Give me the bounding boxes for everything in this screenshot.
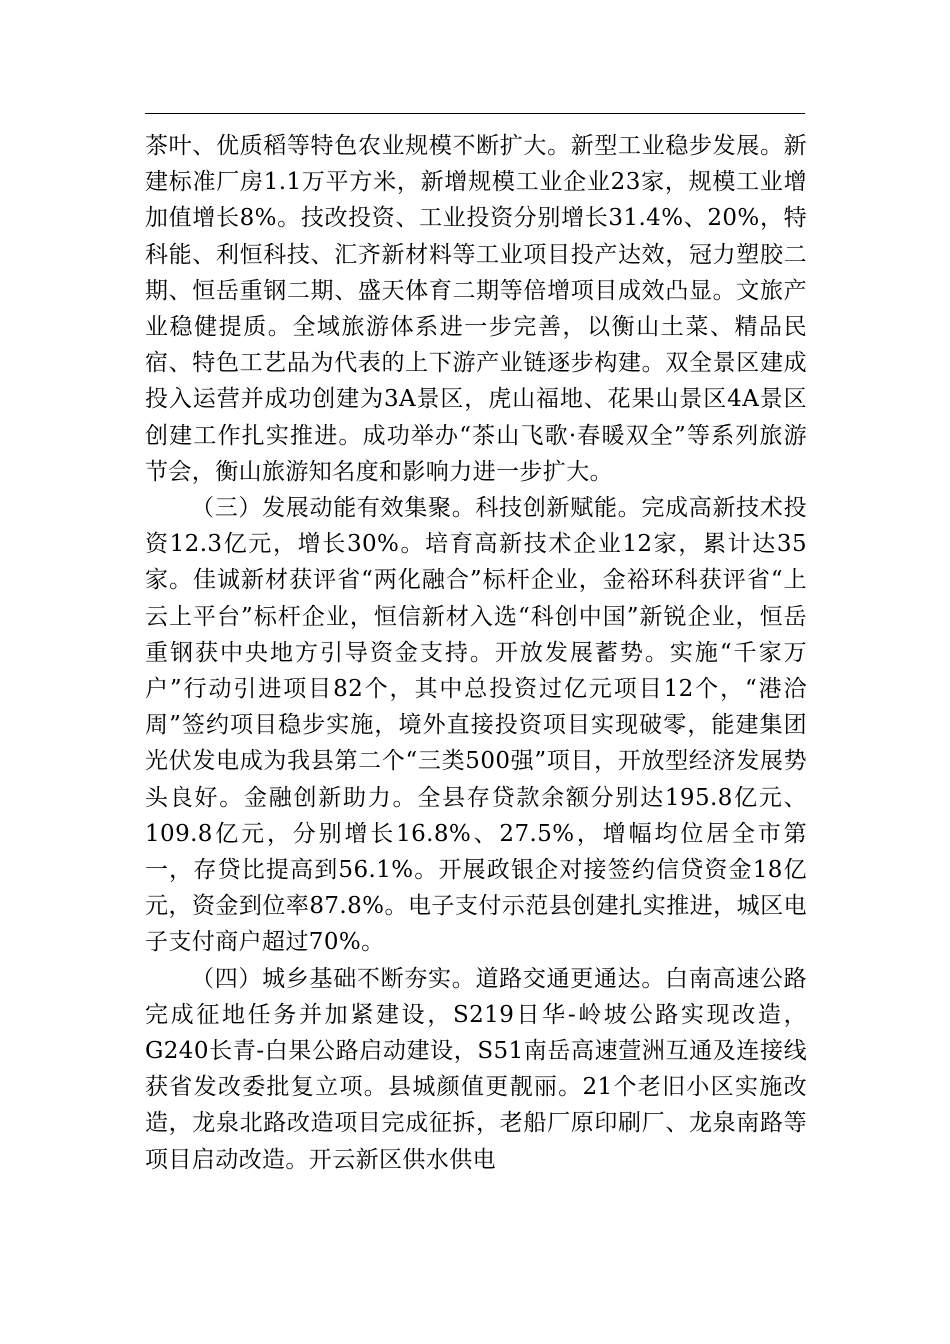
- header-rule: [145, 113, 805, 114]
- paragraph-infrastructure: [145, 961, 807, 1178]
- paragraph-text: 茶叶、优质稻等特色农业规模不断扩大。新型工业稳步发展。新建标准厂房1.1万平方米，新增规模工业企业23家，规模工业增加值增长8%。技改投资、工业投资分别增长31.4%、20%，特科能、利恒科技、汇齐新材料等工业项目投产达效，冠力塑胶二期、恒岳重钢二期、盛天体育二期等倍增项目成效凸显。文旅产业稳健提质。全域旅游体系进一步完善，以衡山土菜、精品民宿、特色工艺品为代表的上下游产业链逐步构建。双全景区建成投入运营并成功创建为3A景区，虎山福地、花果山景区4A景区创建工作扎实推进。成功举办“茶山飞歌·春暖双全”等系列旅游节会，衡山旅游知名度和影响力进一步扩大。: [145, 133, 807, 485]
- section-heading-four: （四）城乡基础不断夯实。: [191, 965, 476, 992]
- section-heading-three: （三）发展动能有效集聚。: [191, 495, 476, 522]
- paragraph-text: 道路交通更通达。白南高速公路完成征地任务并加紧建设，S219日华-岭坡公路实现改造，G240长青-白果公路启动建设，S51南岳高速萱洲互通及连接线获省发改委批复立项。县城颜值更靓丽。21个老旧小区实施改造，龙泉北路改造项目完成征拆，老船厂原印刷厂、龙泉南路等项目启动改造。开云新区供水供电: [145, 965, 807, 1173]
- paragraph-text: 科技创新赋能。完成高新技术投资12.3亿元，增长30%。培育高新技术企业12家，累计达35家。佳诚新材获评省“两化融合”标杆企业，金裕环科获评省“上云上平台”标杆企业，恒信新材入选“科创中国”新锐企业，恒岳重钢获中央地方引导资金支持。开放发展蓄势。实施“千家万户”行动引进项目82个，其中总投资过亿元项目12个，“港洽周”签约项目稳步实施，境外直接投资项目实现破零，能建集团光伏发电成为我县第二个“三类500强”项目，开放型经济发展势头良好。金融创新助力。全县存贷款余额分别达195.8亿元、109.8亿元，分别增长16.8%、27.5%，增幅均位居全市第一，存贷比提高到56.1%。开展政银企对接签约信贷资金18亿元，资金到位率87.8%。电子支付示范县创建扎实推进，城区电子支付商户超过70%。: [145, 495, 807, 956]
- paragraph-momentum: [145, 490, 807, 961]
- document-body: [145, 128, 807, 1178]
- paragraph-industry: [145, 128, 807, 490]
